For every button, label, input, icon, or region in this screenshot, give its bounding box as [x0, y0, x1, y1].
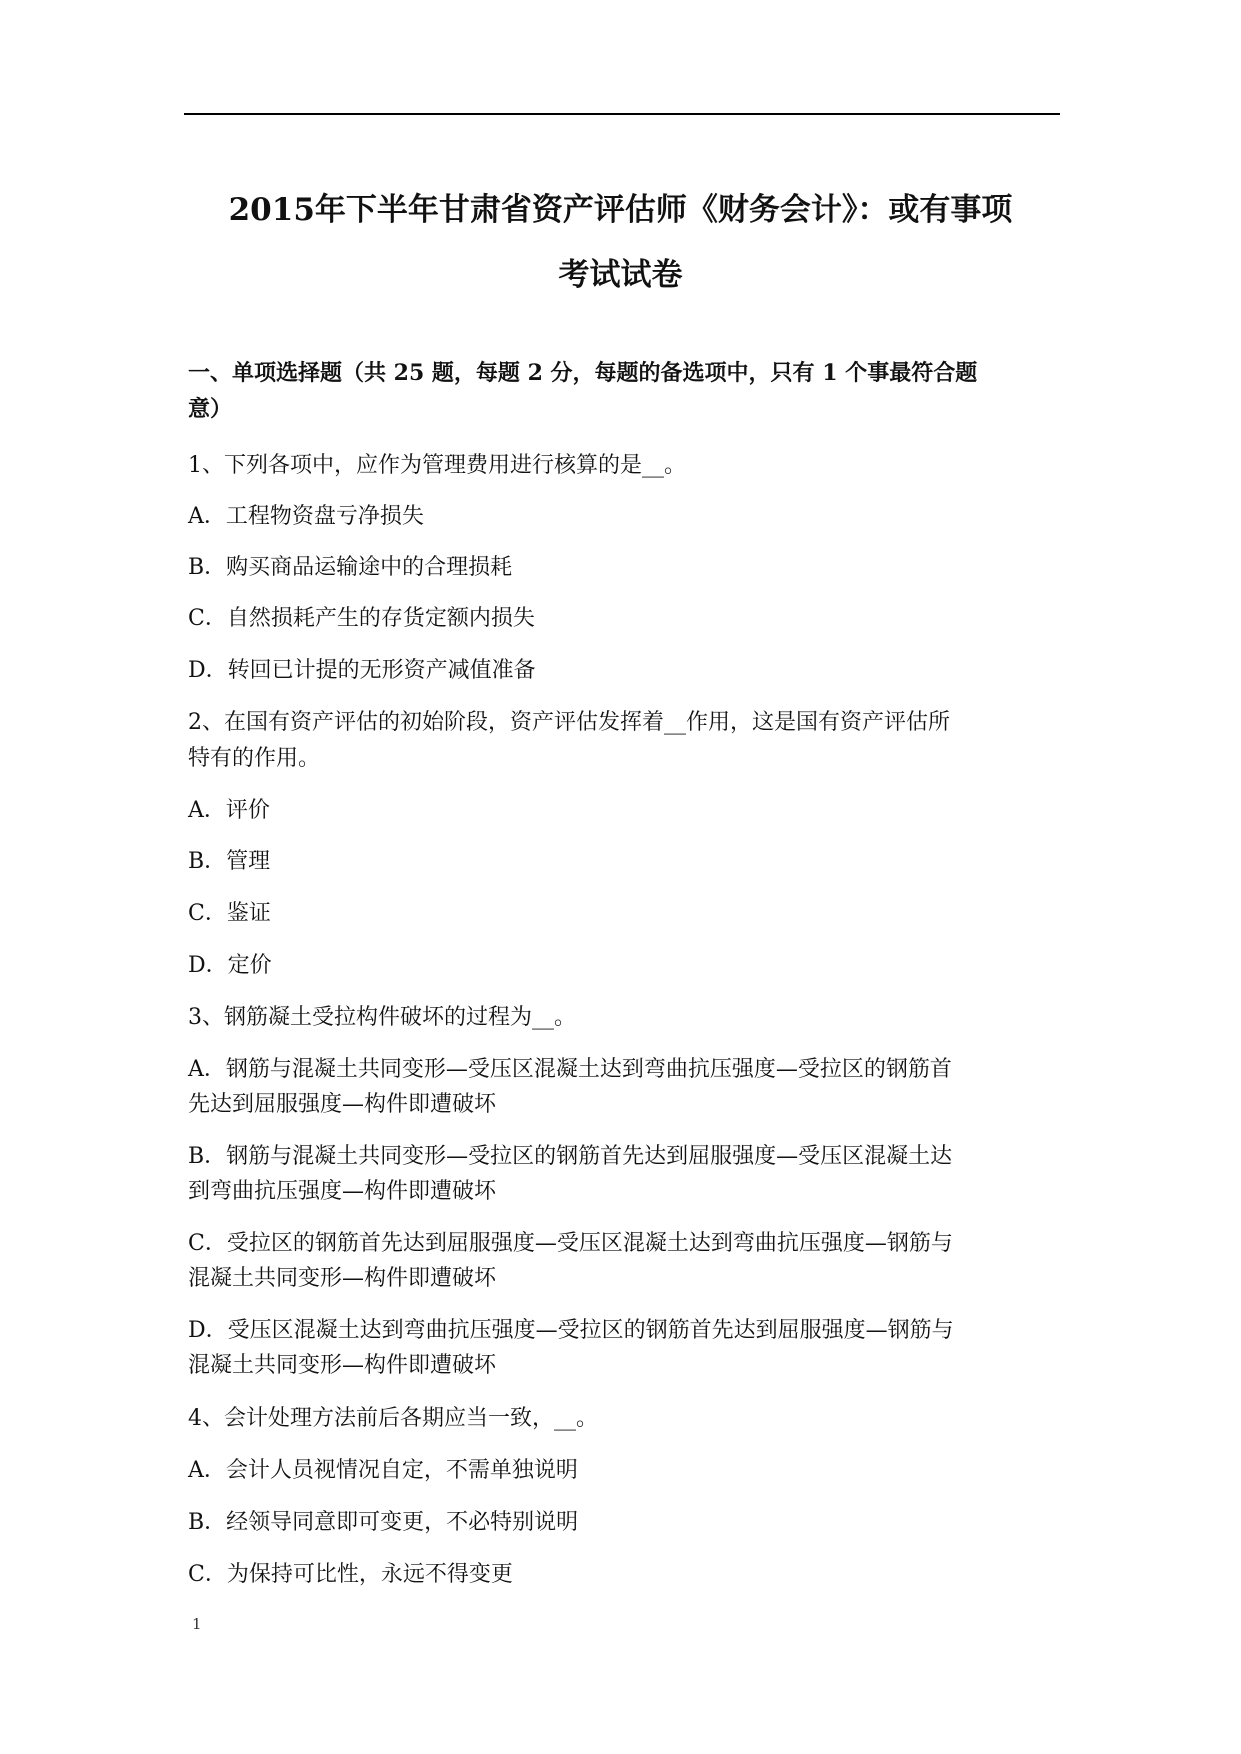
question-3-option-a-line-1: A．钢筋与混凝土共同变形—受压区混凝土达到弯曲抗压强度—受拉区的钢筋首 — [188, 1057, 952, 1082]
question-3-option-d-line-1: D．受压区混凝土达到弯曲抗压强度—受拉区的钢筋首先达到屈服强度—钢筋与 — [188, 1318, 954, 1343]
header-rule — [184, 113, 1060, 115]
question-3-option-b-line-2: 到弯曲抗压强度—构件即遭破坏 — [188, 1179, 497, 1204]
question-2-option-c: C．鉴证 — [188, 901, 271, 926]
question-3-option-b-line-1: B．钢筋与混凝土共同变形—受拉区的钢筋首先达到屈服强度—受压区混凝土达 — [188, 1144, 953, 1169]
question-3-option-c-line-1: C．受拉区的钢筋首先达到屈服强度—受压区混凝土达到弯曲抗压强度—钢筋与 — [188, 1231, 953, 1256]
section-heading-line-1: 一、单项选择题（共 25 题，每题 2 分，每题的备选项中，只有 1 个事最符合题 — [188, 360, 978, 386]
document-title-line-2: 考试试卷 — [558, 257, 683, 293]
question-2-stem-line-2: 特有的作用。 — [188, 746, 321, 771]
question-2-option-b: B．管理 — [188, 849, 271, 874]
document-title-line-1: 2015年下半年甘肃省资产评估师《财务会计》：或有事项 — [228, 192, 1013, 228]
question-1-option-c: C．自然损耗产生的存货定额内损失 — [188, 606, 535, 631]
question-1-option-d: D．转回已计提的无形资产减值准备 — [188, 658, 536, 683]
question-4-stem: 4、会计处理方法前后各期应当一致，__。 — [188, 1406, 598, 1431]
question-1-stem: 1、下列各项中，应作为管理费用进行核算的是__。 — [188, 453, 686, 478]
question-2-option-a: A．评价 — [188, 798, 270, 823]
question-4-option-a: A．会计人员视情况自定，不需单独说明 — [188, 1458, 578, 1483]
section-heading-line-2: 意） — [188, 396, 233, 422]
question-2-stem-line-1: 2、在国有资产评估的初始阶段，资产评估发挥着__作用，这是国有资产评估所 — [188, 710, 950, 735]
question-2-option-d: D．定价 — [188, 953, 272, 978]
question-3-option-a-line-2: 先达到屈服强度—构件即遭破坏 — [188, 1092, 497, 1117]
question-1-option-a: A．工程物资盘亏净损失 — [188, 504, 424, 529]
question-3-option-d-line-2: 混凝土共同变形—构件即遭破坏 — [188, 1353, 497, 1378]
question-1-option-b: B．购买商品运输途中的合理损耗 — [188, 555, 513, 580]
question-3-stem: 3、钢筋凝土受拉构件破坏的过程为__。 — [188, 1005, 576, 1030]
question-4-option-b: B．经领导同意即可变更，不必特别说明 — [188, 1510, 579, 1535]
question-4-option-c: C．为保持可比性，永远不得变更 — [188, 1562, 513, 1587]
page-number: 1 — [192, 1615, 202, 1633]
question-3-option-c-line-2: 混凝土共同变形—构件即遭破坏 — [188, 1266, 497, 1291]
